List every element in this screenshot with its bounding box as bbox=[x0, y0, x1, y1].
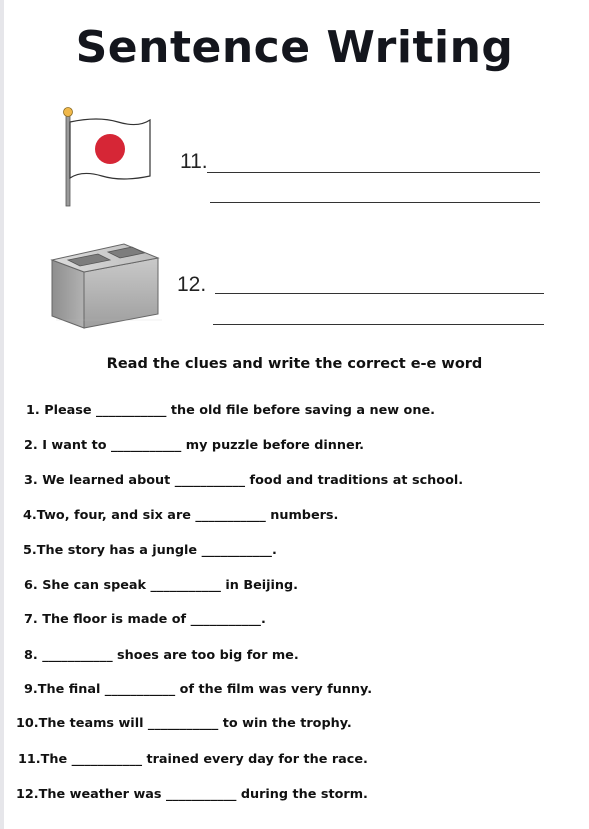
clue-6: 6. She can speak ___________ in Beijing. bbox=[24, 578, 299, 593]
answer-line[interactable] bbox=[213, 324, 544, 325]
instructions: Read the clues and write the correct e-e word bbox=[106, 356, 483, 372]
picture-number-12: 12. bbox=[177, 273, 207, 296]
answer-line[interactable] bbox=[215, 293, 544, 294]
japan-flag-icon bbox=[58, 106, 158, 212]
page-border bbox=[0, 0, 4, 829]
clue-2: 2. I want to ___________ my puzzle before dinner. bbox=[24, 438, 365, 453]
answer-line[interactable] bbox=[207, 172, 540, 173]
picture-number-11: 11. bbox=[180, 150, 208, 173]
clue-8: 8. ___________ shoes are too big for me. bbox=[24, 648, 299, 663]
page-title: Sentence Writing bbox=[75, 22, 514, 73]
answer-line[interactable] bbox=[210, 202, 540, 203]
clue-3: 3. We learned about ___________ food and traditions at school. bbox=[24, 473, 464, 488]
cinder-block-icon bbox=[48, 236, 164, 336]
clue-11: 11.The ___________ trained every day for the race. bbox=[18, 752, 368, 767]
clue-4: 4.Two, four, and six are ___________ numbers. bbox=[23, 508, 339, 523]
clue-9: 9.The final ___________ of the film was very funny. bbox=[24, 682, 373, 697]
clue-1: 1. Please ___________ the old file before saving a new one. bbox=[26, 403, 436, 418]
clue-12: 12.The weather was ___________ during the storm. bbox=[16, 787, 368, 802]
clue-10: 10.The teams will ___________ to win the trophy. bbox=[16, 716, 352, 731]
clue-7: 7. The floor is made of ___________. bbox=[24, 612, 266, 627]
clue-5: 5.The story has a jungle ___________. bbox=[23, 543, 277, 558]
